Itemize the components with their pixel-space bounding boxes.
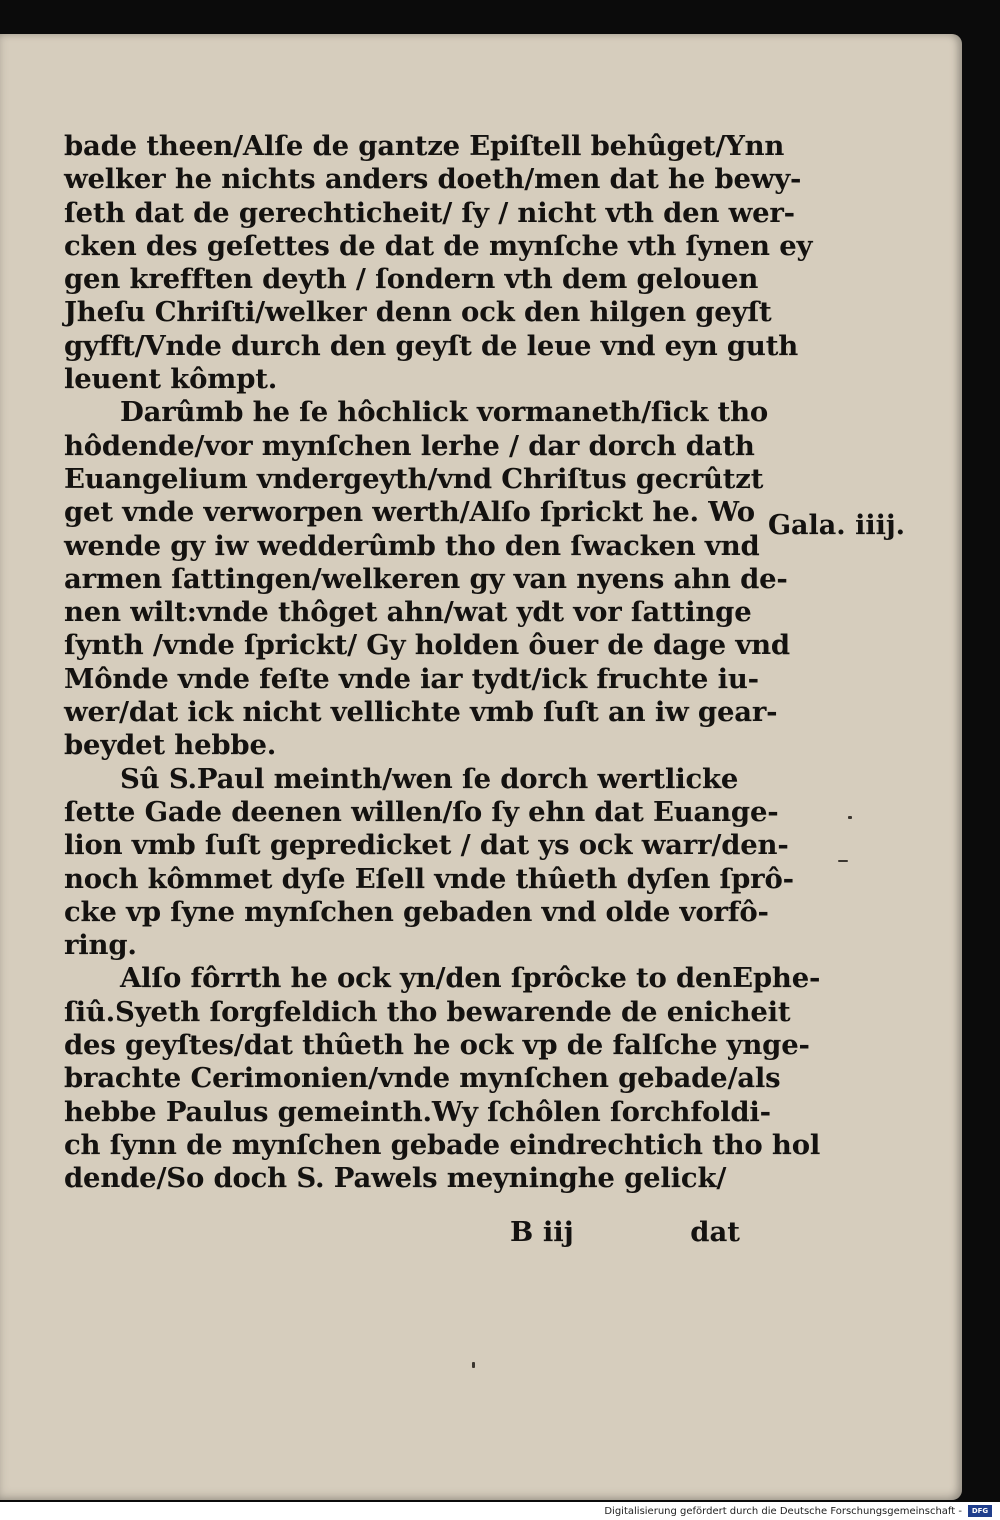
paper-speck xyxy=(848,816,852,819)
text-line: ſeth dat de gerechticheit/ ſy / nicht vth den wer- xyxy=(64,196,795,229)
paper-speck xyxy=(838,860,848,862)
catchword-line xyxy=(510,1216,740,1248)
text-line: ſynth /vnde ſprickt/ Gy holden ôuer de dage vnd xyxy=(64,629,790,662)
text-line: Jheſu Chriſti/welker denn ock den hilgen geyſt xyxy=(64,296,772,329)
text-line: Darûmb he ſe hôchlick vormaneth/ſick tho xyxy=(120,396,768,429)
text-line: welker he nichts anders doeth/men dat he bewy- xyxy=(64,163,802,196)
text-line: ſette Gade deenen willen/ſo ſy ehn dat Euange- xyxy=(64,795,779,828)
text-line: armen ſattingen/welkeren gy van nyens ahn de- xyxy=(64,562,788,595)
text-line: Euangelium vndergeyth/vnd Chriſtus gecrûtzt xyxy=(64,462,764,495)
dfg-logo-icon: DFG xyxy=(968,1505,992,1517)
text-line: Mônde vnde feſte vnde iar tydt/ick fruchte iu- xyxy=(64,662,759,695)
text-line: hebbe Paulus gemeinth.Wy ſchôlen ſorchfoldi- xyxy=(64,1095,771,1128)
text-line: ch ſynn de mynſchen gebade eindrechtich tho hol xyxy=(64,1128,821,1161)
signature-mark: B iij xyxy=(510,1216,574,1248)
text-line: hôdende/vor mynſchen lerhe / dar dorch dath xyxy=(64,429,755,462)
paper-speck xyxy=(472,1362,475,1368)
text-line: dende/So doch S. Pawels meyninghe gelick/ xyxy=(64,1162,727,1195)
text-line: wende gy iw wedderûmb tho den ſwacken vnd xyxy=(64,529,760,562)
text-line: bade theen/Alſe de gantze Epiſtell behûget/Ynn xyxy=(64,130,785,162)
main-text-block xyxy=(64,130,821,1196)
catchword: dat xyxy=(690,1216,740,1248)
text-line: wer/dat ick nicht vellichte vmb ſuſt an iw gear- xyxy=(64,696,778,729)
text-line: noch kômmet dyſe Eſell vnde thûeth dyſen ſprô- xyxy=(64,862,794,895)
text-line: lion vmb ſuſt gepredicket / dat ys ock warr/den- xyxy=(64,829,789,862)
text-line: Sû S.Paul meinth/wen ſe dorch wertlicke xyxy=(120,762,739,795)
text-line: get vnde verworpen werth/Alſo ſprickt he. Wo xyxy=(64,496,755,529)
text-line: Alſo fôrrth he ock yn/den ſprôcke to denEphe- xyxy=(120,962,821,995)
text-line: ſiû.Syeth ſorgfeldich tho bewarende de enicheit xyxy=(64,995,791,1028)
text-line: nen wilt:vnde thôget ahn/wat ydt vor ſattinge xyxy=(64,596,752,629)
text-line: gen krefften deyth / ſondern vth dem gelouen xyxy=(64,263,759,296)
digitization-footer xyxy=(0,1502,1000,1520)
marginal-note: Gala. iiij. xyxy=(768,510,906,541)
text-line: ring. xyxy=(64,929,137,962)
text-line: beydet hebbe. xyxy=(64,729,277,762)
text-line: brachte Cerimonien/vnde mynſchen gebade/als xyxy=(64,1062,781,1095)
text-line: des geyſtes/dat thûeth he ock vp de falſche ynge- xyxy=(64,1029,810,1062)
text-line: leuent kômpt. xyxy=(64,363,278,396)
text-line: cke vp ſyne mynſchen gebaden vnd olde vorfô- xyxy=(64,895,769,928)
footer-credit-text: Digitalisierung gefördert durch die Deutsche Forschungsgemeinschaft - xyxy=(604,1505,962,1517)
book-page xyxy=(0,34,962,1500)
text-line: gyfft/Vnde durch den geyſt de leue vnd eyn guth xyxy=(64,329,799,362)
text-line: cken des geſettes de dat de mynſche vth ſynen ey xyxy=(64,229,813,262)
